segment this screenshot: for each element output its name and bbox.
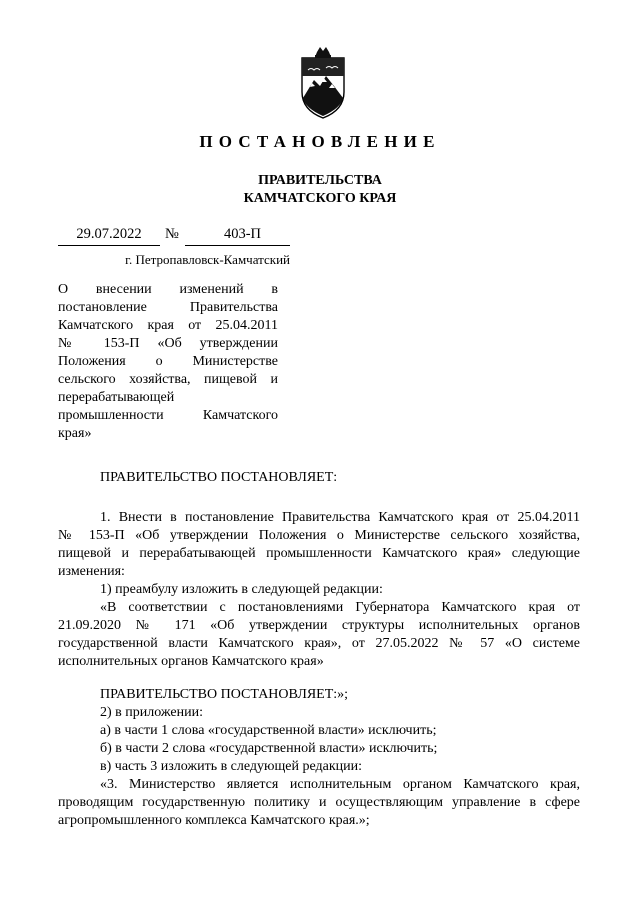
- quote-line: агропромышленного комплекса Камчатского края.»;: [58, 813, 370, 828]
- quote-line: «3. Министерство является исполнительным органом Камчатского края,: [100, 777, 580, 792]
- quote-line: проводящим государственную политику и осуществляющим управление в сфере: [58, 795, 580, 810]
- subject-line: № 153-П «Об утверждении: [58, 336, 278, 351]
- subject-line: О внесении изменений в: [58, 282, 278, 297]
- quote-line: «В соответствии с постановлениями Губернатора Камчатского края от: [100, 600, 580, 615]
- city: г. Петропавловск-Камчатский: [125, 252, 290, 267]
- quote-line: исполнительных органов Камчатского края»: [58, 654, 324, 669]
- list-item: 1) преамбулу изложить в следующей редакции:: [100, 582, 383, 597]
- org-line-1: ПРАВИТЕЛЬСТВА: [258, 173, 382, 188]
- document-subject: [58, 281, 278, 443]
- subject-line: Камчатского края от 25.04.2011: [58, 318, 278, 333]
- document-number: 403-П: [223, 226, 262, 242]
- paragraph-line: 1. Внести в постановление Правительства Камчатского края от 25.04.2011: [100, 510, 580, 525]
- quote-line: 21.09.2020 № 171 «Об утверждении структуры исполнительных органов: [58, 618, 580, 633]
- main-text-continued: [58, 686, 580, 830]
- document-date: 29.07.2022: [76, 226, 142, 242]
- subject-line: промышленности Камчатского: [58, 408, 278, 423]
- kamchatka-coat-of-arms-icon: [294, 46, 352, 120]
- list-item: 2) в приложении:: [100, 705, 203, 720]
- list-item: в) часть 3 изложить в следующей редакции:: [100, 759, 363, 774]
- number-sign: №: [165, 226, 179, 242]
- quote-line: государственной власти Камчатского края», от 27.05.2022 № 57 «О системе: [58, 636, 580, 651]
- paragraph-line: № 153-П «Об утверждении Положения о Министерстве сельского хозяйства,: [58, 528, 580, 543]
- paragraph-line: пищевой и перерабатывающей промышленности Камчатского края» следующие: [58, 546, 580, 561]
- list-item: б) в части 2 слова «государственной власти» исключить;: [100, 741, 438, 756]
- org-line-2: КАМЧАТСКОГО КРАЯ: [243, 191, 397, 206]
- decree-heading: ПРАВИТЕЛЬСТВО ПОСТАНОВЛЯЕТ:: [100, 470, 338, 485]
- issuing-organization: [0, 172, 640, 208]
- date-underline: [58, 245, 160, 246]
- subject-line: сельского хозяйства, пищевой и: [58, 372, 278, 387]
- subject-line: постановление Правительства: [58, 300, 278, 315]
- list-item: а) в части 1 слова «государственной власти» исключить;: [100, 723, 437, 738]
- paragraph-line: изменения:: [58, 564, 125, 579]
- subject-line: края»: [58, 426, 92, 441]
- number-underline: [185, 245, 290, 246]
- main-text: [58, 509, 580, 671]
- decree-heading-quoted: ПРАВИТЕЛЬСТВО ПОСТАНОВЛЯЕТ:»;: [100, 687, 349, 702]
- subject-line: Положения о Министерстве: [58, 354, 278, 369]
- decree-heading-block: [58, 469, 580, 487]
- document-title: ПОСТАНОВЛЕНИЕ: [199, 132, 441, 151]
- subject-line: перерабатывающей: [58, 390, 175, 405]
